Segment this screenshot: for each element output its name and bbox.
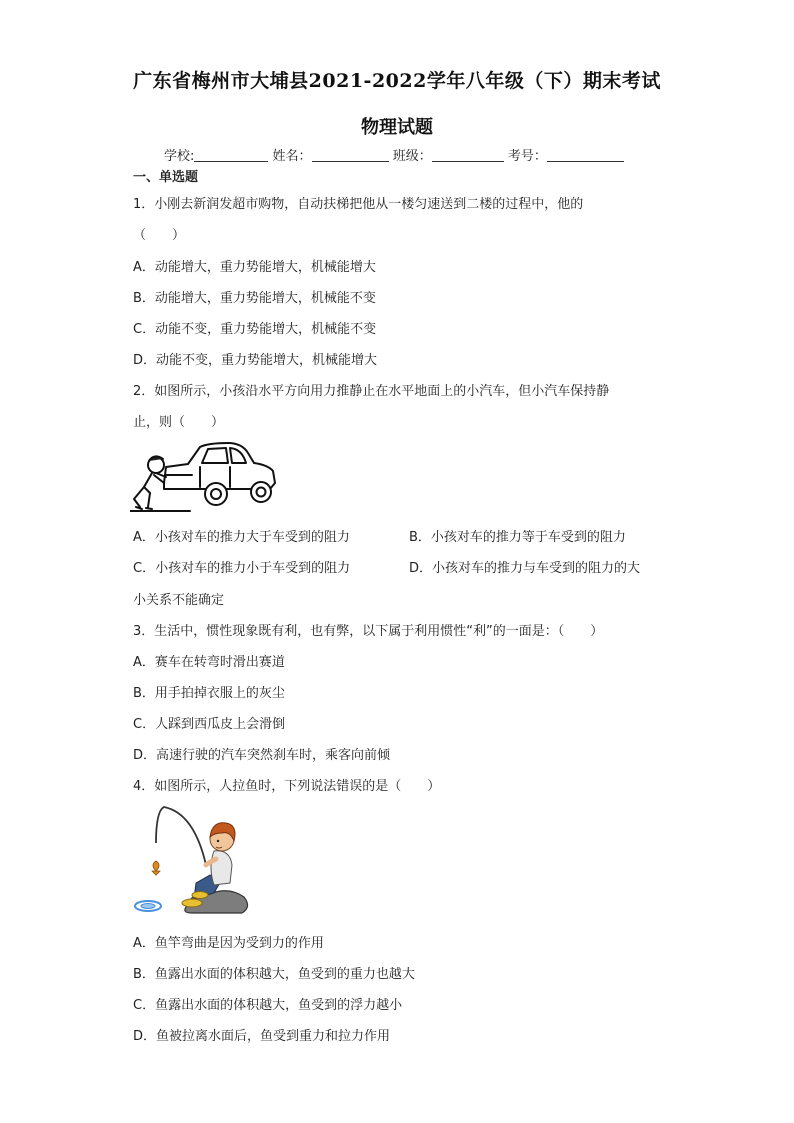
question-1-stem-cont: （ ） [133,228,186,243]
question-1-option-a: A．动能增大，重力势能增大，机械能增大 [133,260,376,275]
child-pushing-car-illustration [130,437,280,513]
page-title: 广东省梅州市大埔县2021-2022学年八年级（下）期末考试 [133,70,661,92]
school-label: 学校: [164,149,195,164]
name-label: 姓名： [272,149,312,164]
id-label: 考号： [507,149,547,164]
question-4-stem: 4．如图所示，人拉鱼时，下列说法错误的是（ ） [133,779,441,794]
question-2-option-d: D．小孩对车的推力与车受到的阻力的大 [409,561,641,576]
student-info-line [164,145,624,164]
question-4-option-d: D．鱼被拉离水面后，鱼受到重力和拉力作用 [133,1029,391,1044]
question-1-stem: 1．小刚去新润发超市购物，自动扶梯把他从一楼匀速送到二楼的过程中，他的 [133,197,584,212]
question-4-option-b: B．鱼露出水面的体积越大，鱼受到的重力也越大 [133,967,415,982]
page-subtitle: 物理试题 [361,117,433,138]
question-4-option-c: C．鱼露出水面的体积越大，鱼受到的浮力越小 [133,998,403,1013]
class-label: 班级： [392,149,432,164]
question-2-option-a: A．小孩对车的推力大于车受到的阻力 [133,530,350,545]
question-1-option-d: D．动能不变，重力势能增大，机械能增大 [133,353,378,368]
question-1-option-b: B．动能增大，重力势能增大，机械能不变 [133,291,376,306]
question-3-stem: 3．生活中，惯性现象既有利，也有弊，以下属于利用惯性“利”的一面是：（ ） [133,624,604,639]
question-3-option-d: D．高速行驶的汽车突然刹车时，乘客向前倾 [133,748,391,763]
question-1-option-c: C．动能不变，重力势能增大，机械能不变 [133,322,377,337]
question-4-option-a: A．鱼竿弯曲是因为受到力的作用 [133,936,324,951]
name-blank[interactable] [312,149,389,162]
question-3-option-c: C．人踩到西瓜皮上会滑倒 [133,717,286,732]
class-blank[interactable] [432,149,504,162]
section-heading: 一、单选题 [133,170,199,185]
question-2-option-b: B．小孩对车的推力等于车受到的阻力 [409,530,626,545]
question-3-option-b: B．用手拍掉衣服上的灰尘 [133,686,285,701]
question-2-option-c: C．小孩对车的推力小于车受到的阻力 [133,561,351,576]
question-2-stem: 2．如图所示，小孩沿水平方向用力推静止在水平地面上的小汽车，但小汽车保持静 [133,384,610,399]
school-blank[interactable] [194,149,268,162]
question-2-stem-cont: 止，则（ ） [133,415,225,430]
boy-fishing-illustration [134,803,254,919]
question-3-option-a: A．赛车在转弯时滑出赛道 [133,655,285,670]
id-blank[interactable] [547,149,624,162]
question-2-option-d-cont: 小关系不能确定 [133,593,225,608]
